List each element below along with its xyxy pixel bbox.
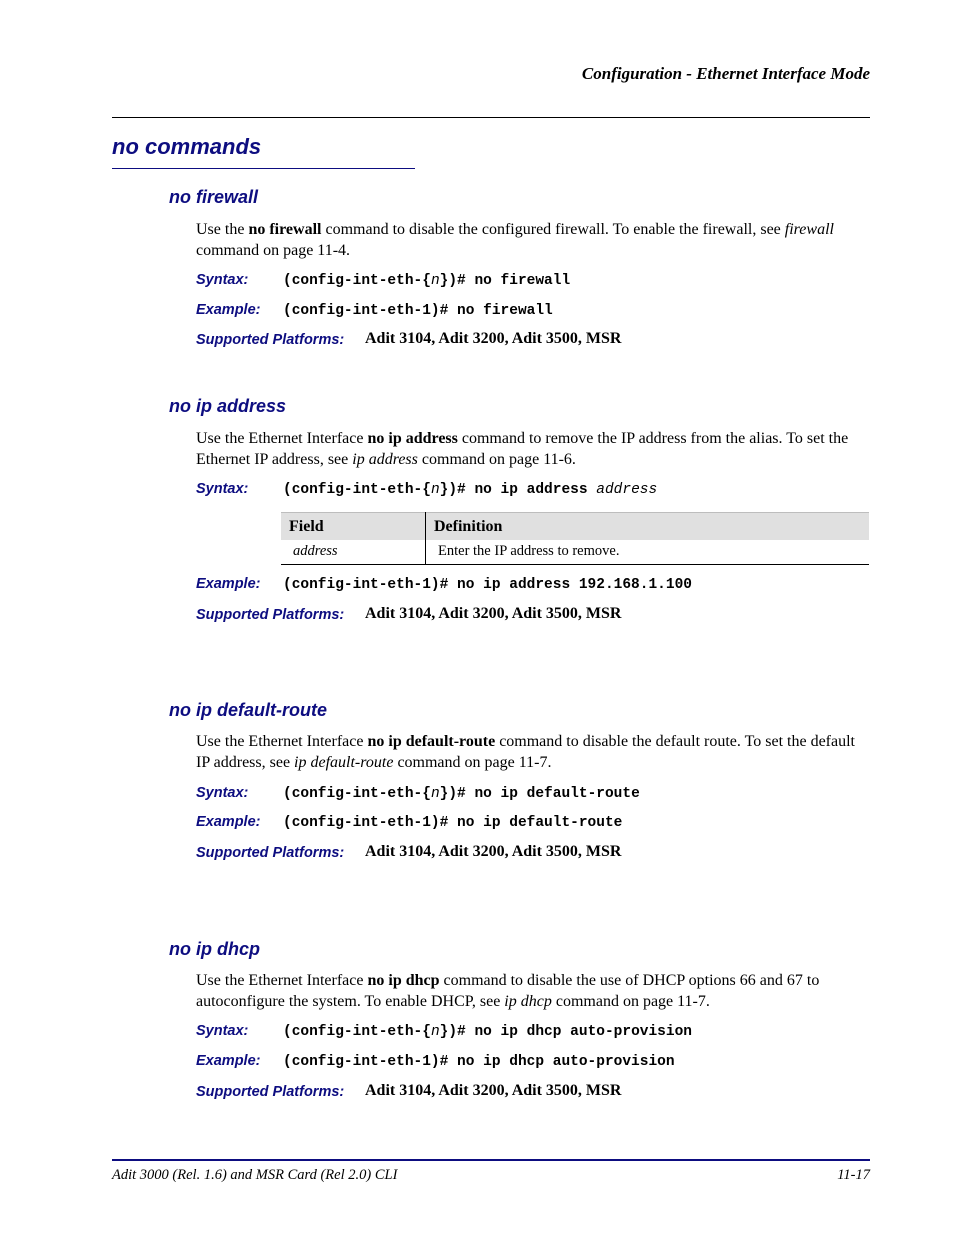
command-name: no ip default-route xyxy=(367,733,496,750)
syntax-label: Syntax: xyxy=(196,272,249,288)
example-code: (config-int-eth-1)# no ip dhcp auto-provision xyxy=(283,1054,675,1070)
table-header-row xyxy=(281,513,869,541)
section-heading-no-firewall: no firewall xyxy=(169,187,259,207)
syntax-code: (config-int-eth-{n})# no ip default-route xyxy=(283,786,640,802)
cross-reference: firewall xyxy=(784,221,834,238)
example-code: (config-int-eth-1)# no ip default-route xyxy=(283,815,623,831)
cross-reference: ip dhcp xyxy=(504,992,552,1010)
section-heading-no-ip-dhcp: no ip dhcp xyxy=(169,939,260,959)
example-code: (config-int-eth-1)# no ip address 192.168.1.100 xyxy=(283,577,692,593)
platforms-list: Adit 3104, Adit 3200, Adit 3500, MSR xyxy=(365,605,622,622)
platforms-list: Adit 3104, Adit 3200, Adit 3500, MSR xyxy=(365,843,622,860)
table-row xyxy=(281,540,869,565)
example-label: Example: xyxy=(196,302,261,318)
syntax-label: Syntax: xyxy=(196,481,249,497)
syntax-label: Syntax: xyxy=(196,1023,249,1039)
table-cell-definition: Enter the IP address to remove. xyxy=(426,540,870,565)
footer-rule xyxy=(112,1159,870,1161)
platforms-label: Supported Platforms: xyxy=(196,1084,345,1100)
platforms-label: Supported Platforms: xyxy=(196,332,345,348)
command-name: no firewall xyxy=(248,221,322,238)
field-definition-table xyxy=(281,512,869,565)
section-description: Use the Ethernet Interface no ip default-route command to disable the default route. To set the default IP address, see ip default-route command on page 11-7. xyxy=(196,733,855,771)
example-label: Example: xyxy=(196,576,261,592)
section-heading-no-ip-default-route: no ip default-route xyxy=(169,700,327,720)
platforms-list: Adit 3104, Adit 3200, Adit 3500, MSR xyxy=(365,330,622,347)
header-rule xyxy=(112,117,870,118)
command-name: no ip address xyxy=(367,430,458,447)
column-header-field: Field xyxy=(281,513,426,541)
section-heading-no-ip-address: no ip address xyxy=(169,396,287,416)
cross-reference: ip address xyxy=(352,450,418,468)
syntax-code: (config-int-eth-{n})# no ip dhcp auto-provision xyxy=(283,1024,692,1040)
column-header-definition: Definition xyxy=(426,513,870,541)
command-name: no ip dhcp xyxy=(367,972,440,989)
footer-document-title: Adit 3000 (Rel. 1.6) and MSR Card (Rel 2.0) CLI xyxy=(112,1167,398,1183)
section-description: Use the Ethernet Interface no ip dhcp command to disable the use of DHCP options 66 and 67 to autoconfigure the system. To enable DHCP, see ip dhcp command on page 11-7. xyxy=(196,972,820,1010)
syntax-label: Syntax: xyxy=(196,785,249,801)
syntax-code: (config-int-eth-{n})# no ip address address xyxy=(283,482,658,498)
platforms-list: Adit 3104, Adit 3200, Adit 3500, MSR xyxy=(365,1082,622,1099)
example-label: Example: xyxy=(196,1053,261,1069)
example-code: (config-int-eth-1)# no firewall xyxy=(283,303,553,319)
section-description: Use the no firewall command to disable the configured firewall. To enable the firewall, see firewall command on page 11-4. xyxy=(196,221,834,259)
running-header: Configuration - Ethernet Interface Mode xyxy=(581,64,870,83)
table-cell-field: address xyxy=(281,540,426,565)
cross-reference: ip default-route xyxy=(294,753,394,771)
page-number: 11-17 xyxy=(837,1167,870,1183)
syntax-code: (config-int-eth-{n})# no firewall xyxy=(283,273,571,289)
platforms-label: Supported Platforms: xyxy=(196,607,345,623)
example-label: Example: xyxy=(196,814,261,830)
chapter-title: no commands xyxy=(112,134,262,159)
chapter-underline xyxy=(112,168,415,169)
section-description: Use the Ethernet Interface no ip address command to remove the IP address from the alias. To set the Ethernet IP address, see ip address command on page 11-6. xyxy=(196,430,849,468)
platforms-label: Supported Platforms: xyxy=(196,845,345,861)
